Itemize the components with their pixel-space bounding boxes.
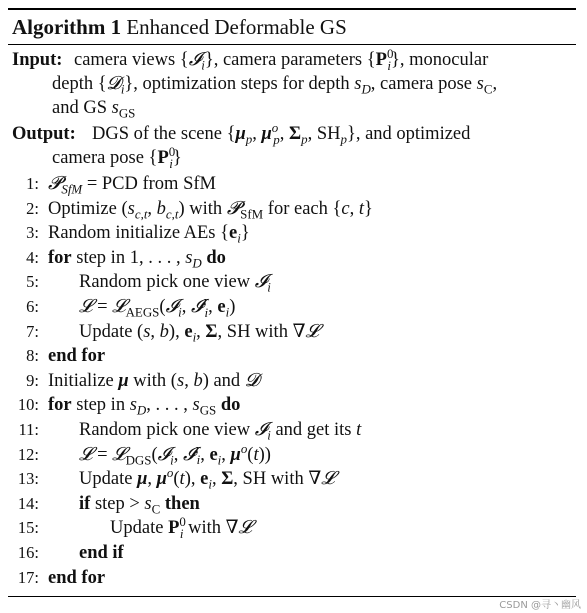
step-11: 11: Random pick one view 𝓘$_i$ and get its t <box>18 419 362 443</box>
step-text: end if <box>79 543 124 563</box>
input-label: Input: <box>12 50 63 70</box>
step-text: end for <box>48 346 106 367</box>
step-text: Optimize ($s_{c,t}$, $b_{c,t}$) with 𝓟$_{SfM}$ for each {c, t} <box>48 197 373 222</box>
step-text: if step > $s_C$ then <box>79 493 200 517</box>
watermark: CSDN @寻丶幽风 <box>499 600 581 611</box>
step-text: Random pick one view 𝓘$_i$ <box>79 271 271 296</box>
step-text: 𝓟$_{SfM}$ = PCD from SfM <box>48 173 216 197</box>
step-text: for step in $s_D$, . . . , $s_{GS}$ do <box>48 395 241 419</box>
step-text: for step in 1, . . . , $s_D$ do <box>48 247 226 271</box>
step-8: 8: end for <box>8 344 574 369</box>
step-12: 12: 𝓛 = 𝓛$_{DGS}$(𝓘$_i$, 𝓘$^r_i$, $e_i$, $\mu^o(t)$) <box>17 440 271 468</box>
step-text: Initialize μ with (s, b) and 𝓓 <box>48 369 260 391</box>
step-15: 15: Update $P^0_i$ with ∇𝓛 <box>17 514 252 542</box>
algorithm-label: Algorithm 1 <box>12 15 122 39</box>
step-14: 14: if step > $s_C$ then <box>17 493 200 517</box>
output-section <box>12 119 572 171</box>
step-text: Update (s, b), $e_i$, Σ, SH with ∇𝓛 <box>79 320 319 345</box>
step-1: 1: 𝓟$_{SfM}$ = PCD from SfM <box>26 173 216 197</box>
input-line-2: depth {𝓓$_i$}, optimization steps for depth $s_D$, camera pose $s_C$, <box>52 73 498 97</box>
step-5: 5: Random pick one view 𝓘$_i$ <box>26 271 271 296</box>
step-4: 4: for step in 1, . . . , $s_D$ do <box>26 247 226 271</box>
input-line-1: camera views {𝓘$_i$}, camera parameters $\{P^0_i\}$, monocular <box>74 45 489 73</box>
step-17: 17: end for <box>8 566 574 591</box>
step-9: 9: Initialize μ with (s, b) and 𝓓 <box>8 369 574 394</box>
step-text: Random initialize AEs $\{e_i\}$ <box>48 223 250 246</box>
step-16: 16: end if <box>8 541 574 566</box>
output-line-1: DGS of the scene {$\mu_p$, $\mu^o_p$, $\Sigma_p$, $SH_p$}, and optimized <box>92 119 471 147</box>
step-text: end for <box>48 567 106 588</box>
input-section <box>12 45 572 121</box>
output-line-2: camera pose $\{P^0_i\}$ <box>52 143 182 171</box>
bottom-rule <box>8 596 576 597</box>
step-text: Update μ, $\mu^o(t)$, $e_i$, Σ, SH with ∇𝓛 <box>79 465 335 492</box>
title-rule <box>8 44 576 45</box>
input-line-3: and GS $s_{GS}$ <box>52 98 136 121</box>
algorithm-title <box>12 12 347 42</box>
algorithm-name: Enhanced Deformable GS <box>126 15 347 39</box>
step-text: 𝓛 = 𝓛$_{AEGS}$(𝓘$_i$, 𝓘$^r_i$, $e_i$) <box>79 292 236 320</box>
step-3: 3: Random initialize AEs $\{e_i\}$ <box>26 223 250 246</box>
step-text: Random pick one view 𝓘$_i$ and get its t <box>79 419 362 443</box>
step-6: 6: 𝓛 = 𝓛$_{AEGS}$(𝓘$_i$, 𝓘$^r_i$, $e_i$) <box>26 292 236 320</box>
step-text: 𝓛 = 𝓛$_{DGS}$(𝓘$_i$, 𝓘$^r_i$, $e_i$, $\mu^o(t)$) <box>79 440 271 468</box>
step-2: 2: Optimize ($s_{c,t}$, $b_{c,t}$) with 𝓟$_{SfM}$ for each {c, t} <box>26 197 373 222</box>
step-7: 7: Update (s, b), $e_i$, Σ, SH with ∇𝓛 <box>26 320 319 345</box>
step-10: 10: for step in $s_D$, . . . , $s_{GS}$ do <box>17 395 241 419</box>
step-13: 13: Update μ, $\mu^o(t)$, $e_i$, Σ, SH with ∇𝓛 <box>17 465 335 492</box>
top-rule <box>8 8 576 10</box>
step-text: Update $P^0_i$ with ∇𝓛 <box>110 514 252 542</box>
output-label: Output: <box>12 124 76 144</box>
